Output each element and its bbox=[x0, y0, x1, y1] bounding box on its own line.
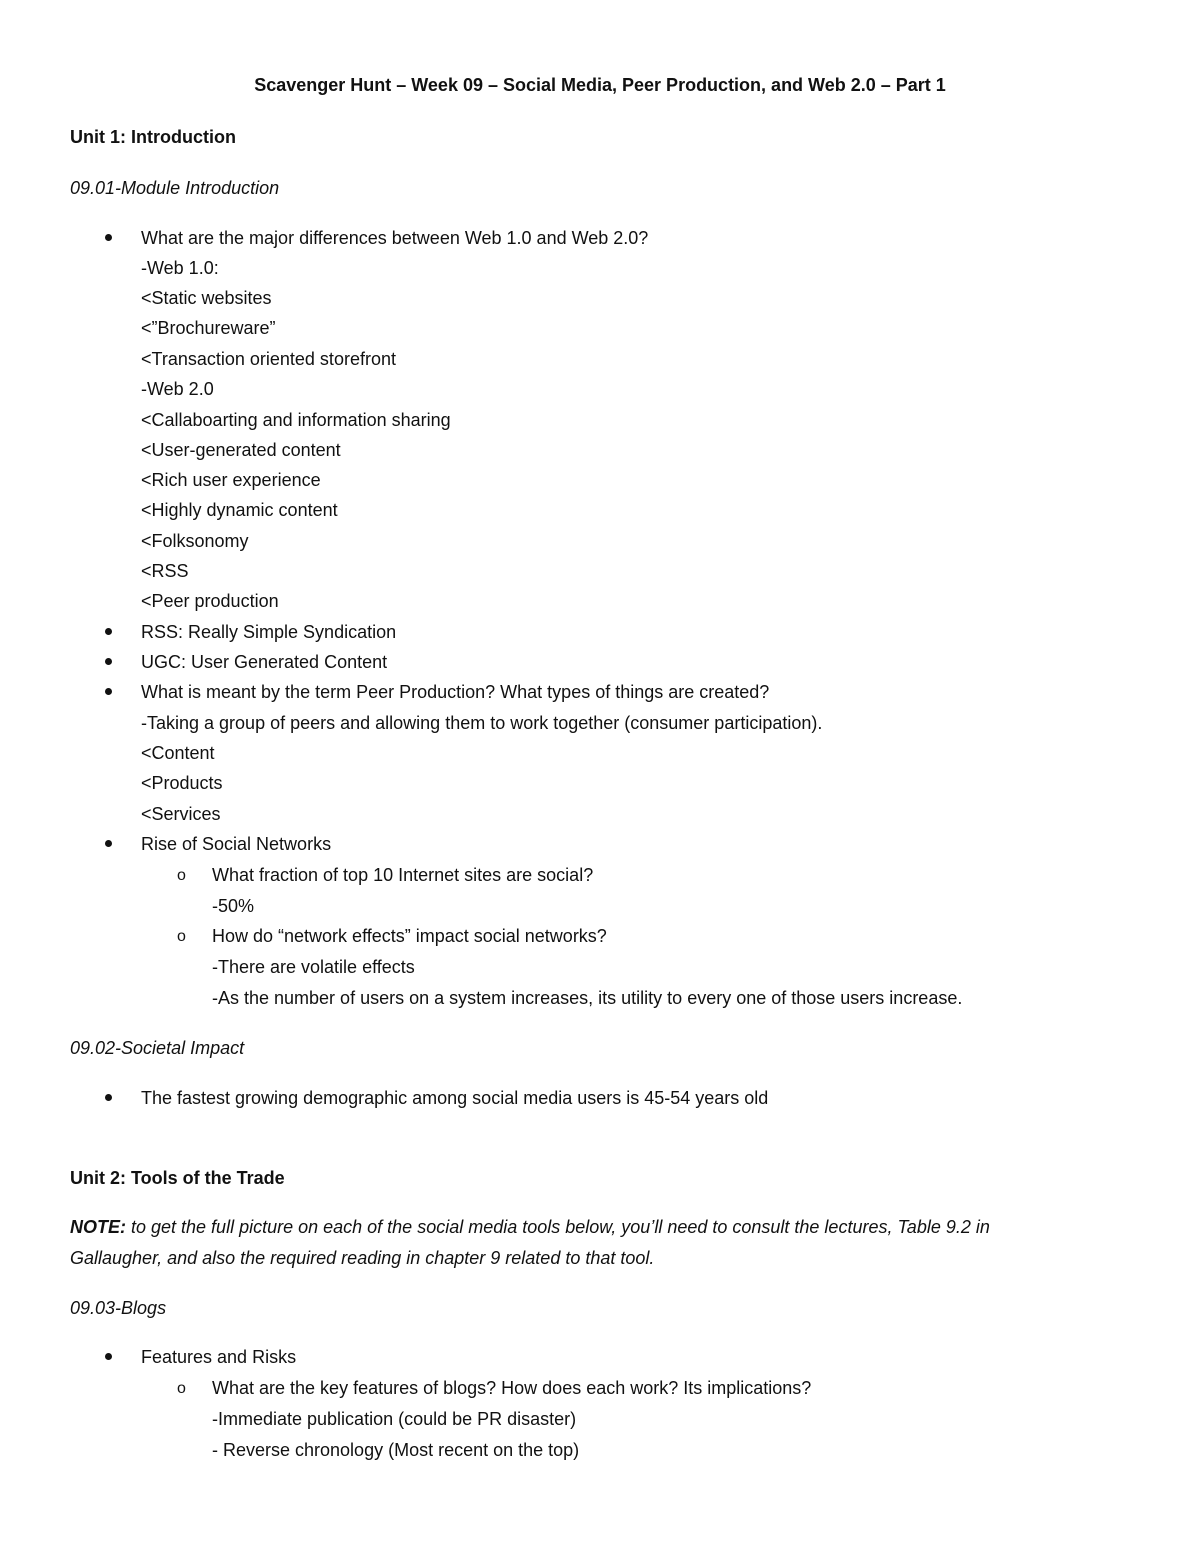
rss-definition: RSS: Really Simple Syndication bbox=[141, 622, 397, 642]
peer-item: <Services bbox=[141, 804, 221, 824]
bullet-disc bbox=[105, 658, 112, 665]
web1-item: <Transaction oriented storefront bbox=[141, 349, 396, 369]
web2-label: -Web 2.0 bbox=[141, 379, 214, 399]
bullet-circle: o bbox=[177, 928, 186, 945]
section-0901-heading: 09.01-Module Introduction bbox=[70, 178, 280, 198]
document-title: Scavenger Hunt – Week 09 – Social Media, Peer Production, and Web 2.0 – Part 1 bbox=[254, 75, 946, 95]
bullet-circle: o bbox=[177, 1380, 186, 1397]
note-line: Gallaugher, and also the required reading in chapter 9 related to that tool. bbox=[70, 1248, 655, 1268]
note-line bbox=[70, 1216, 990, 1238]
answer-network-effects: -There are volatile effects bbox=[212, 957, 415, 977]
question-fraction-social: What fraction of top 10 Internet sites are social? bbox=[212, 865, 594, 885]
web1-item: <”Brochureware” bbox=[141, 318, 276, 338]
peer-item: <Content bbox=[141, 743, 215, 763]
web2-item: <Folksonomy bbox=[141, 531, 249, 551]
bullet-disc bbox=[105, 688, 112, 695]
web2-item: <User-generated content bbox=[141, 440, 341, 460]
note-label: NOTE: bbox=[70, 1217, 126, 1237]
question-blog-features: What are the key features of blogs? How does each work? Its implications? bbox=[212, 1378, 812, 1398]
web2-item: <Peer production bbox=[141, 591, 279, 611]
note-text: to get the full picture on each of the social media tools below, you’ll need to consult the lectures, Table 9.2 in bbox=[126, 1217, 990, 1237]
bullet-circle: o bbox=[177, 867, 186, 884]
bullet-disc bbox=[105, 628, 112, 635]
web2-item: <Rich user experience bbox=[141, 470, 321, 490]
section-0902-heading: 09.02-Societal Impact bbox=[70, 1038, 245, 1058]
bullet-disc bbox=[105, 1094, 112, 1101]
bullet-disc bbox=[105, 234, 112, 241]
web1-label: -Web 1.0: bbox=[141, 258, 219, 278]
answer-fraction-social: -50% bbox=[212, 896, 255, 916]
unit2-heading: Unit 2: Tools of the Trade bbox=[70, 1168, 285, 1188]
features-and-risks: Features and Risks bbox=[141, 1347, 297, 1367]
section-0903-heading: 09.03-Blogs bbox=[70, 1298, 167, 1318]
unit1-heading: Unit 1: Introduction bbox=[70, 127, 236, 147]
question-peer-production: What is meant by the term Peer Production? What types of things are created? bbox=[141, 682, 770, 702]
web2-item: <Highly dynamic content bbox=[141, 500, 338, 520]
answer-network-effects: -As the number of users on a system increases, its utility to every one of those users increase. bbox=[212, 988, 963, 1008]
question-web-differences: What are the major differences between Web 1.0 and Web 2.0? bbox=[141, 228, 649, 248]
web2-item: <RSS bbox=[141, 561, 189, 581]
answer-blog-features: -Immediate publication (could be PR disaster) bbox=[212, 1409, 577, 1429]
web2-item: <Callaboarting and information sharing bbox=[141, 410, 451, 430]
answer-peer-production: -Taking a group of peers and allowing them to work together (consumer participation). bbox=[141, 713, 823, 733]
demographic-fact: The fastest growing demographic among social media users is 45-54 years old bbox=[141, 1088, 769, 1108]
ugc-definition: UGC: User Generated Content bbox=[141, 652, 388, 672]
question-network-effects: How do “network effects” impact social networks? bbox=[212, 926, 607, 946]
bullet-disc bbox=[105, 1353, 112, 1360]
bullet-disc bbox=[105, 840, 112, 847]
peer-item: <Products bbox=[141, 773, 223, 793]
answer-blog-features: - Reverse chronology (Most recent on the top) bbox=[212, 1440, 580, 1460]
rise-of-social-networks: Rise of Social Networks bbox=[141, 834, 332, 854]
web1-item: <Static websites bbox=[141, 288, 272, 308]
